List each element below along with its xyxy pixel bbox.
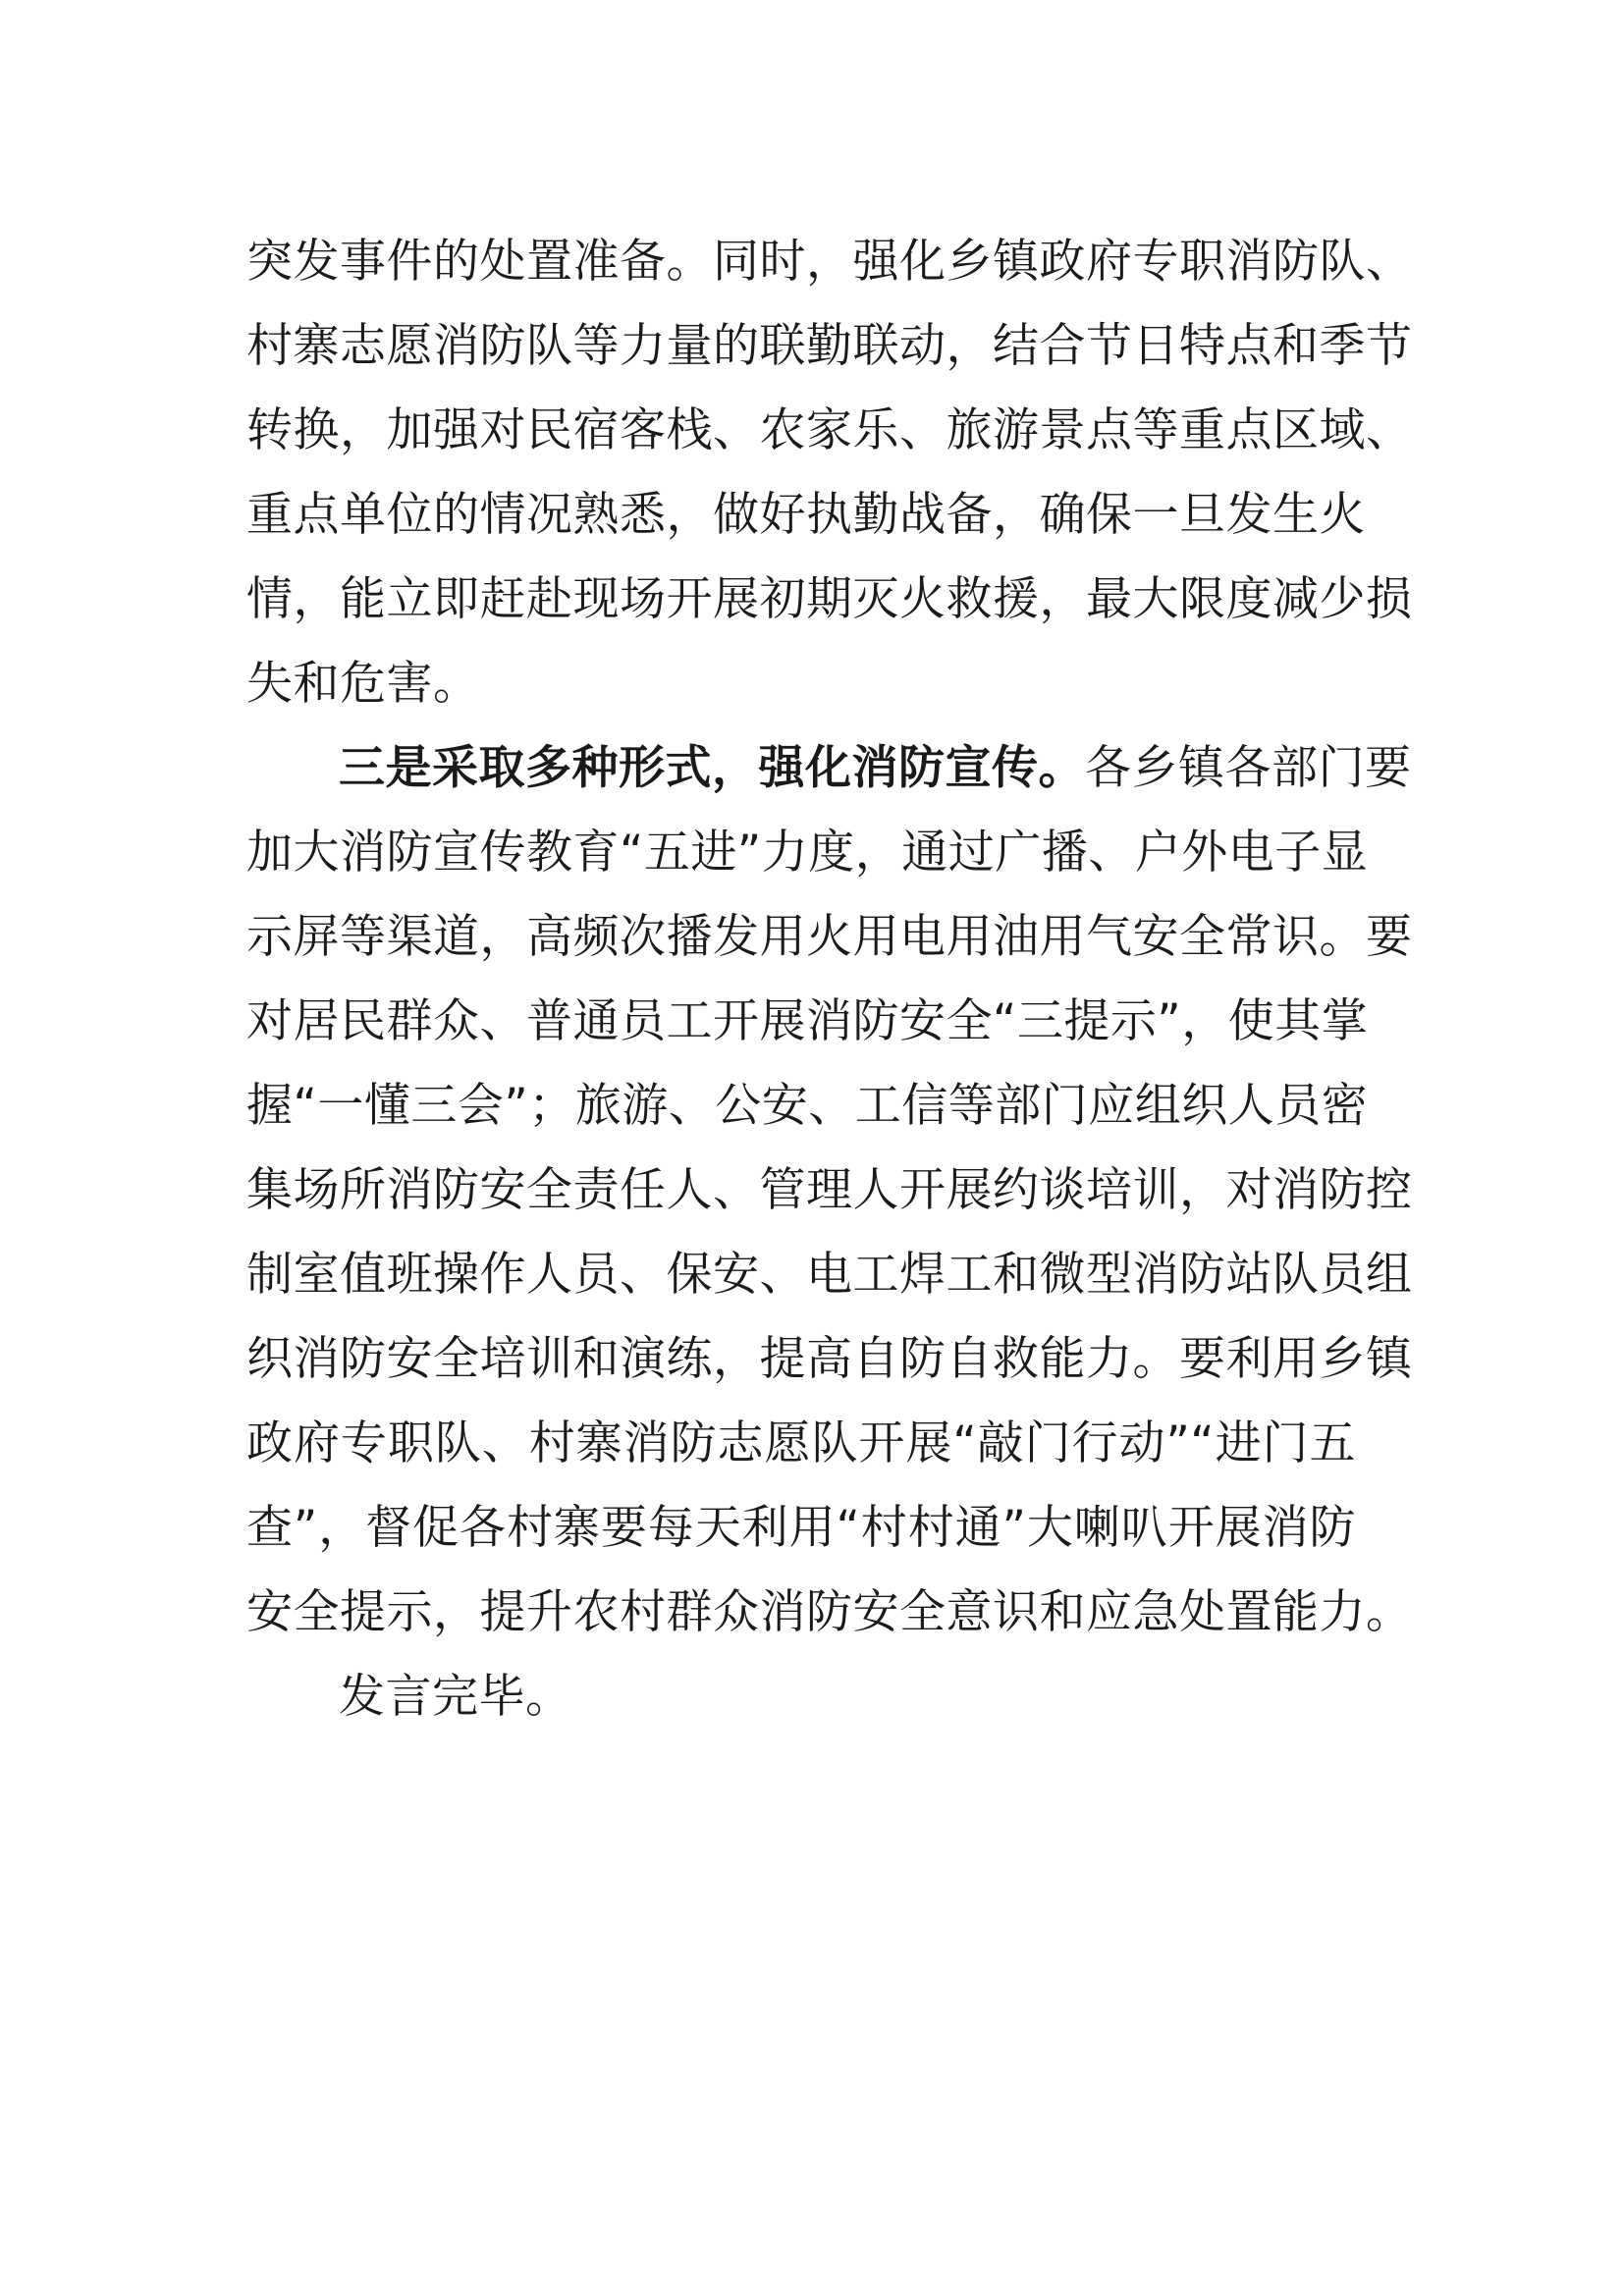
paragraph-fire-readiness [246, 220, 1413, 726]
text-line: 情，能立即赶赴现场开展初期灭火救援，最大限度减少损 [246, 572, 1413, 626]
text-line: 加大消防宣传教育“五进”力度，通过广播、户外电子显 [246, 826, 1369, 880]
text-line: 政府专职队、村寨消防志愿队开展“敲门行动”“进门五 [246, 1416, 1356, 1470]
text-line: 制室值班操作人员、保安、电工焊工和微型消防站队员组 [246, 1248, 1413, 1302]
text-line: 查”，督促各村寨要每天利用“村村通”大喇叭开展消防 [246, 1501, 1356, 1555]
text-line: 织消防安全培训和演练，提高自防自救能力。要利用乡镇 [246, 1332, 1413, 1386]
text-line: 集场所消防安全责任人、管理人开展约谈培训，对消防控 [246, 1163, 1413, 1217]
text-line: 转换，加强对民宿客栈、农家乐、旅游景点等重点区域、 [246, 403, 1413, 457]
text-line: 失和危害。 [246, 657, 480, 711]
paragraph-fire-publicity [246, 726, 1413, 1655]
paragraph-closing [246, 1655, 1356, 1739]
text-line: 村寨志愿消防队等力量的联勤联动，结合节日特点和季节 [246, 319, 1413, 373]
text-fragment: 各乡镇各部门要 [1085, 741, 1412, 795]
text-line: 安全提示，提升农村群众消防安全意识和应急处置能力。 [246, 1585, 1413, 1639]
closing-line: 发言完毕。 [339, 1670, 572, 1724]
text-line: 重点单位的情况熟悉，做好执勤战备，确保一旦发生火 [246, 488, 1366, 542]
text-line-with-heading [246, 726, 1412, 811]
text-line: 握“一懂三会”；旅游、公安、工信等部门应组织人员密 [246, 1079, 1369, 1133]
text-line: 对居民群众、普通员工开展消防安全“三提示”，使其掌 [246, 994, 1369, 1048]
text-line: 突发事件的处置准备。同时，强化乡镇政府专职消防队、 [246, 235, 1413, 289]
paragraph-heading: 三是采取多种形式，强化消防宣传。 [339, 741, 1085, 795]
document-body [246, 220, 1413, 1739]
text-line: 示屏等渠道，高频次播发用火用电用油用气安全常识。要 [246, 910, 1413, 964]
